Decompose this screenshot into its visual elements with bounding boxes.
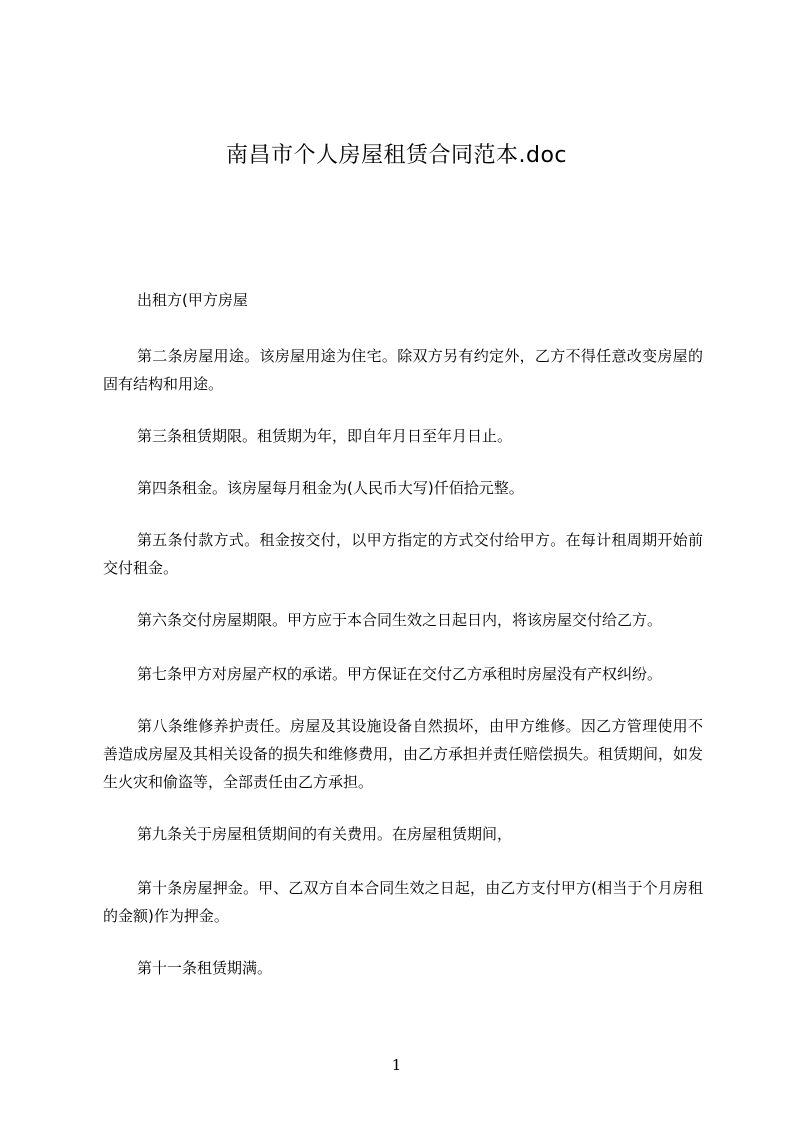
paragraph-article-7: 第七条甲方对房屋产权的承诺。甲方保证在交付乙方承租时房屋没有产权纠纷。	[137, 665, 663, 683]
paragraph-article-6: 第六条交付房屋期限。甲方应于本合同生效之日起日内，将该房屋交付给乙方。	[137, 611, 663, 629]
paragraph-lessor: 出租方(甲方房屋	[137, 291, 248, 309]
paragraph-article-8: 第八条维修养护责任。房屋及其设施设备自然损坏，由甲方维修。因乙方管理使用不善造成房屋及其相关设备的损失和维修费用，由乙方承担并责任赔偿损失。租赁期间，如发生火灾和偷盗等，全部责任由乙方承担。	[103, 717, 704, 791]
document-title: 南昌市个人房屋租赁合同范本.doc	[225, 143, 567, 168]
paragraph-article-4: 第四条租金。该房屋每月租金为(人民币大写)仟佰拾元整。	[137, 479, 524, 497]
paragraph-article-10: 第十条房屋押金。甲、乙双方自本合同生效之日起，由乙方支付甲方(相当于个月房租的金额)作为押金。	[103, 879, 703, 925]
paragraph-article-11: 第十一条租赁期满。	[137, 959, 273, 977]
paragraph-article-2: 第二条房屋用途。该房屋用途为住宅。除双方另有约定外，乙方不得任意改变房屋的固有结构和用途。	[103, 347, 703, 393]
paragraph-article-9: 第九条关于房屋租赁期间的有关费用。在房屋租赁期间，	[137, 825, 513, 843]
paragraph-article-5: 第五条付款方式。租金按交付，以甲方指定的方式交付给甲方。在每计租周期开始前交付租金。	[103, 531, 703, 577]
page-number: 1	[391, 1056, 402, 1074]
paragraph-article-3: 第三条租赁期限。租赁期为年，即自年月日至年月日止。	[137, 427, 513, 445]
